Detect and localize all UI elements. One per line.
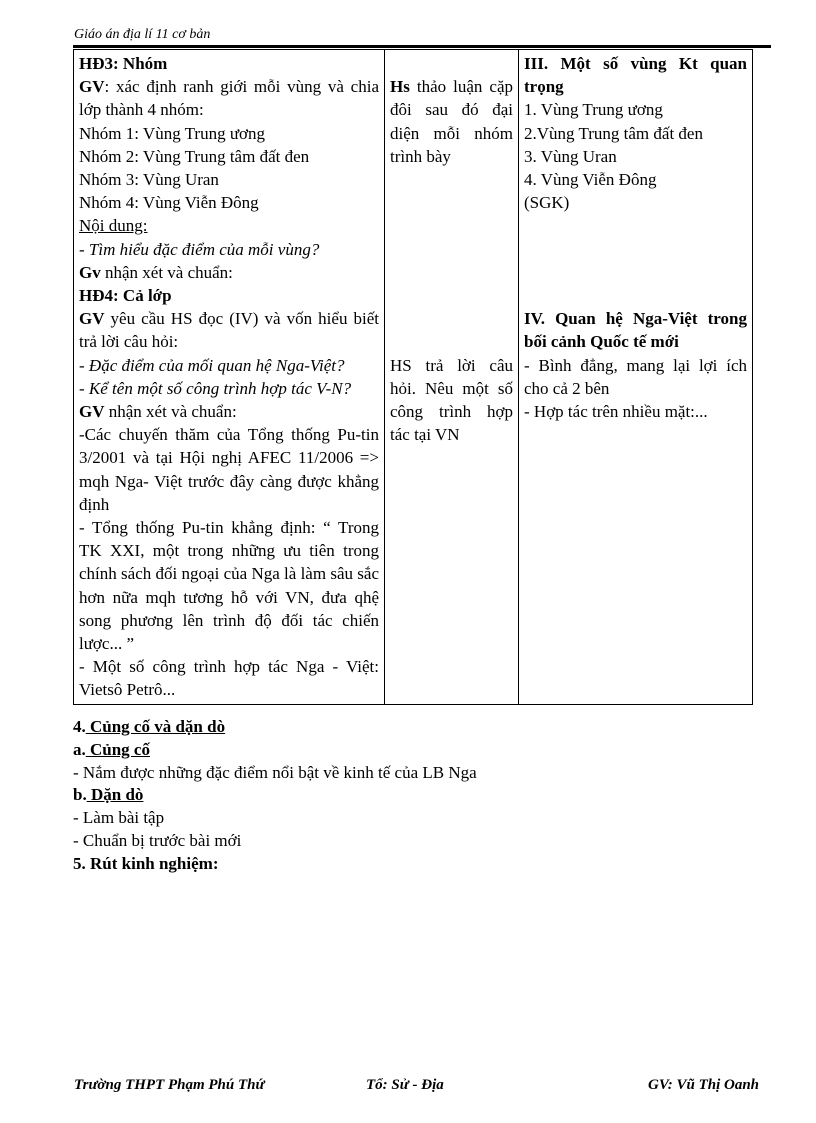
- question-2: - Kể tên một số công trình hợp tác V-N?: [79, 378, 352, 398]
- section-4-title: IV. Quan hệ Nga-Việt trong bối cảnh Quốc tế mới: [524, 309, 747, 352]
- content-label: Nội dung:: [79, 216, 148, 236]
- student-activity-cell: [385, 50, 519, 705]
- homework-item: - Chuẩn bị trước bài mới: [73, 830, 242, 850]
- section-5-heading: 5. Rút kinh nghiệm:: [73, 853, 219, 873]
- group-item: Nhóm 1: Vùng Trung ương: [79, 123, 266, 143]
- consolidation-item: - Nắm được những đặc điểm nổi bật về kinh tế của LB Nga: [73, 762, 477, 782]
- hs-group-task: Hs thảo luận cặp đôi sau đó đại diện mỗi nhóm trình bày: [390, 77, 513, 166]
- region-item: 1. Vùng Trung ương: [524, 100, 663, 120]
- section-4-item: - Bình đẳng, mang lại lợi ích cho cả 2 bên: [524, 355, 747, 398]
- question-1: - Đặc điểm của mối quan hệ Nga-Việt?: [79, 355, 345, 375]
- paragraph-projects: - Một số công trình hợp tác Nga - Việt: Vietsô Petrô...: [79, 657, 379, 700]
- hd3-gv-instruction: GV: xác định ranh giới mỗi vùng và chia lớp thành 4 nhóm:: [79, 77, 379, 120]
- lesson-table: [73, 49, 753, 705]
- gv-review: Gv nhận xét và chuẩn:: [79, 262, 233, 282]
- table-row: [74, 50, 753, 705]
- section-4-heading: 4. Củng cố và dặn dò: [73, 717, 226, 736]
- consolidation-heading: a. Củng cố: [73, 739, 150, 759]
- footer-group: Tổ: Sử - Địa: [366, 1077, 444, 1093]
- region-item: 2.Vùng Trung tâm đất đen: [524, 123, 703, 143]
- homework-item: - Làm bài tập: [73, 808, 165, 828]
- group-item: Nhóm 2: Vùng Trung tâm đất đen: [79, 146, 310, 166]
- page-header: Giáo án địa lí 11 cơ bản: [74, 27, 211, 42]
- header-rule: [73, 45, 771, 48]
- closing-section: [73, 716, 753, 876]
- section-3-title: III. Một số vùng Kt quan trọng: [524, 54, 747, 97]
- hs-answer: HS trả lời câu hỏi. Nêu một số công trình hợp tác tại VN: [390, 355, 513, 445]
- paragraph-quote: - Tổng thống Pu-tin khẳng định: “ Trong TK XXI, một trong những ưu tiên trong chính sách đối ngoại của Nga là làm sâu sắc hơn nữa mqh tương hỗ với VN, đưa qhệ song phương lên trình độ đối tác chiến lược... ”: [79, 518, 379, 654]
- homework-heading: b. Dặn dò: [73, 785, 144, 805]
- content-question: - Tìm hiểu đặc điểm của mỗi vùng?: [79, 239, 320, 259]
- hd4-gv-instruction: GV yêu cầu HS đọc (IV) và vốn hiểu biết trả lời câu hỏi:: [79, 309, 379, 352]
- hd3-title: HĐ3: Nhóm: [79, 54, 168, 73]
- content-cell: [519, 50, 753, 705]
- hd4-title: HĐ4: Cả lớp: [79, 286, 172, 306]
- footer-school: Trường THPT Phạm Phú Thứ: [74, 1077, 265, 1093]
- section-4-item: - Hợp tác trên nhiều mặt:...: [524, 401, 708, 421]
- footer-teacher: GV: Vũ Thị Oanh: [648, 1077, 760, 1093]
- group-item: Nhóm 3: Vùng Uran: [79, 170, 219, 190]
- teacher-activity-cell: [74, 50, 385, 705]
- group-item: Nhóm 4: Vùng Viễn Đông: [79, 193, 259, 213]
- region-item: 3. Vùng Uran: [524, 146, 617, 166]
- paragraph-visits: -Các chuyến thăm của Tổng thống Pu-tin 3/2001 và tại Hội nghị AFEC 11/2006 => mqh Nga- Việt trước đây càng được khẳng định: [79, 425, 379, 514]
- gv-review-2: GV nhận xét và chuẩn:: [79, 402, 237, 422]
- region-item: 4. Vùng Viễn Đông: [524, 170, 657, 190]
- sgk-reference: (SGK): [524, 193, 570, 213]
